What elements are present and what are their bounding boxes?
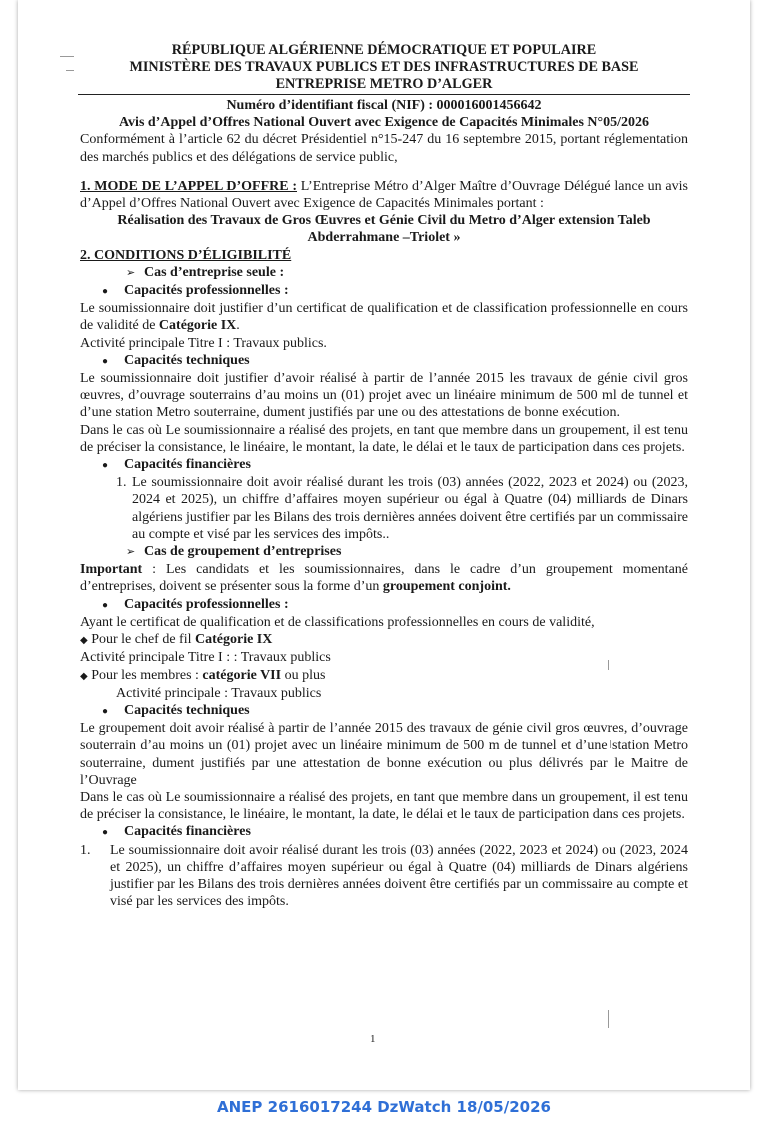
section1-heading: 1. MODE DE L’APPEL D’OFFRE : [80, 178, 298, 194]
source-footer: ANEP 2616017244 DzWatch 18/05/2026 [217, 1098, 551, 1116]
arrow-bullet-icon: ➢ [126, 546, 136, 559]
bullet-icon: ● [102, 827, 109, 839]
section1-text: L’Entreprise Métro d’Alger Maître d’Ouvrage Délégué lance un avis d’Appel d’Offres National Ouvert avec Exigence de Capacités Minimales portant : [80, 178, 688, 212]
case-group-heading: ➢ Cas de groupement d’entreprises [80, 543, 688, 561]
header-republic: RÉPUBLIQUE ALGÉRIENNE DÉMOCRATIQUE ET POPULAIRE [171, 42, 597, 58]
scan-mark [608, 1010, 609, 1028]
section1-paragraph [80, 178, 688, 212]
group-fin-heading: ● Capacités financières [80, 823, 688, 841]
group-prof-heading: ● Capacités professionnelles : [80, 596, 688, 614]
group-tech-text: Le groupement doit avoir réalisé à partir de l’année 2015 des travaux de génie civil gros œuvres, d’ouvrage souterrain d’au moins un (01) projet avec un linéaire minimum de 500 m de tunnel et d’une station Metro souterraine, dument justifiés par une attestation de bonne exécution ou plus délivrés par le Maitre de l’Ouvrage [80, 721, 688, 788]
diamond-bullet-icon: ◆ [80, 670, 88, 682]
tech-text-group: Dans le cas où Le soumissionnaire a réalisé des projets, en tant que membre dans un groupement, il est tenu de préciser la consistance, le linéaire, le montant, la date, le délai et le taux de participation dans ces projets. [80, 422, 688, 455]
tech-heading: ● Capacités techniques [80, 352, 688, 370]
case-single-heading: ➢ Cas d’entreprise seule : [80, 264, 688, 282]
prof-text: Le soumissionnaire doit justifier d’un certificat de qualification et de classification professionnelle en cours de validité de Catégorie IX. [80, 301, 688, 334]
document-body [80, 42, 688, 910]
tech-text: Le soumissionnaire doit justifier d’avoir réalisé à partir de l’année 2015 les travaux de génie civil gros œuvres, d’ouvrage souterrains d’au moins un (01) projet avec un linéaire minimum de 500 ml de tunnel et d’une station Metro souterraine, dument justifiés par une ou des attestations de bonne exécution. [80, 371, 688, 421]
intro-paragraph: Conformément à l’article 62 du décret Présidentiel n°15-247 du 16 septembre 2015, portant réglementation des marchés publics et des délégations de service public, [80, 132, 688, 165]
bullet-icon: ● [102, 355, 109, 367]
group-members-line: ◆ Pour les membres : catégorie VII ou plus [80, 667, 326, 683]
important-note: Important : Les candidats et les soumissionnaires, dans le cadre d’un groupement momentané d’entreprises, doivent se présenter sous la forme d’un groupement conjoint. [80, 562, 688, 595]
header-rule [78, 94, 690, 95]
section2-heading: 2. CONDITIONS D’ÉLIGIBILITÉ [80, 247, 292, 263]
nif-line: Numéro d’identifiant fiscal (NIF) : 000016001456642 [226, 98, 542, 113]
group-tech-text-member: Dans le cas où Le soumissionnaire a réalisé des projets, en tant que membre dans un groupement, il est tenu de préciser la consistance, le linéaire, le montant, la date, le délai et le taux de participation dans ces projets. [80, 789, 688, 823]
bullet-icon: ● [102, 286, 109, 298]
scan-mark [66, 70, 74, 71]
group-tech-heading: ● Capacités techniques [80, 702, 688, 720]
group-chef-line: ◆ Pour le chef de fil Catégorie IX [80, 632, 273, 648]
arrow-bullet-icon: ➢ [126, 266, 136, 279]
fin-item: 1. Le soumissionnaire doit avoir réalisé durant les trois (03) années (2022, 2023 et 2024) ou (2023, 2024 et 2025), un chiffre d’affaires moyen supérieur ou égal à Quatre (04) milliards de Dinars algériens justifier par les Bilans des trois dernières années doivent être certifiés par un commissaire au compte et visé par les services des impôts.. [116, 475, 688, 542]
group-prof-text: Ayant le certificat de qualification et de classifications professionnelles en cours de validité, [80, 614, 595, 630]
bullet-icon: ● [102, 705, 109, 717]
section1-object: Réalisation des Travaux de Gros Œuvres et Génie Civil du Metro d’Alger extension Taleb Abderrahmane –Triolet » [117, 213, 651, 246]
prof-heading: ● Capacités professionnelles : [80, 282, 688, 300]
fin-heading: ● Capacités financières [80, 456, 688, 474]
group-chef-activity: Activité principale Titre I : : Travaux publics [80, 650, 331, 666]
group-fin-item: 1. Le soumissionnaire doit avoir réalisé durant les trois (03) années (2022, 2023 et 2024) ou (2023, 2024 et 2025), un chiffre d’affaires moyen supérieur ou égal à Quatre (04) milliards de Dinars algériens justifier par les Bilans des trois dernières années doivent être certifiés par un commissaire au compte et visé par les services des impôts. [80, 842, 688, 910]
prof-activity: Activité principale Titre I : Travaux publics. [80, 335, 327, 351]
page-number: 1 [370, 1033, 376, 1045]
group-members-activity: Activité principale : Travaux publics [116, 685, 322, 701]
header-ministry: MINISTÈRE DES TRAVAUX PUBLICS ET DES INFRASTRUCTURES DE BASE [129, 59, 639, 75]
scan-mark [60, 56, 74, 57]
bullet-icon: ● [102, 599, 109, 611]
avis-title: Avis d’Appel d’Offres National Ouvert avec Exigence de Capacités Minimales N°05/2026 [118, 115, 650, 131]
header-enterprise: ENTREPRISE METRO D’ALGER [275, 76, 493, 92]
bullet-icon: ● [102, 460, 109, 472]
diamond-bullet-icon: ◆ [80, 635, 88, 647]
